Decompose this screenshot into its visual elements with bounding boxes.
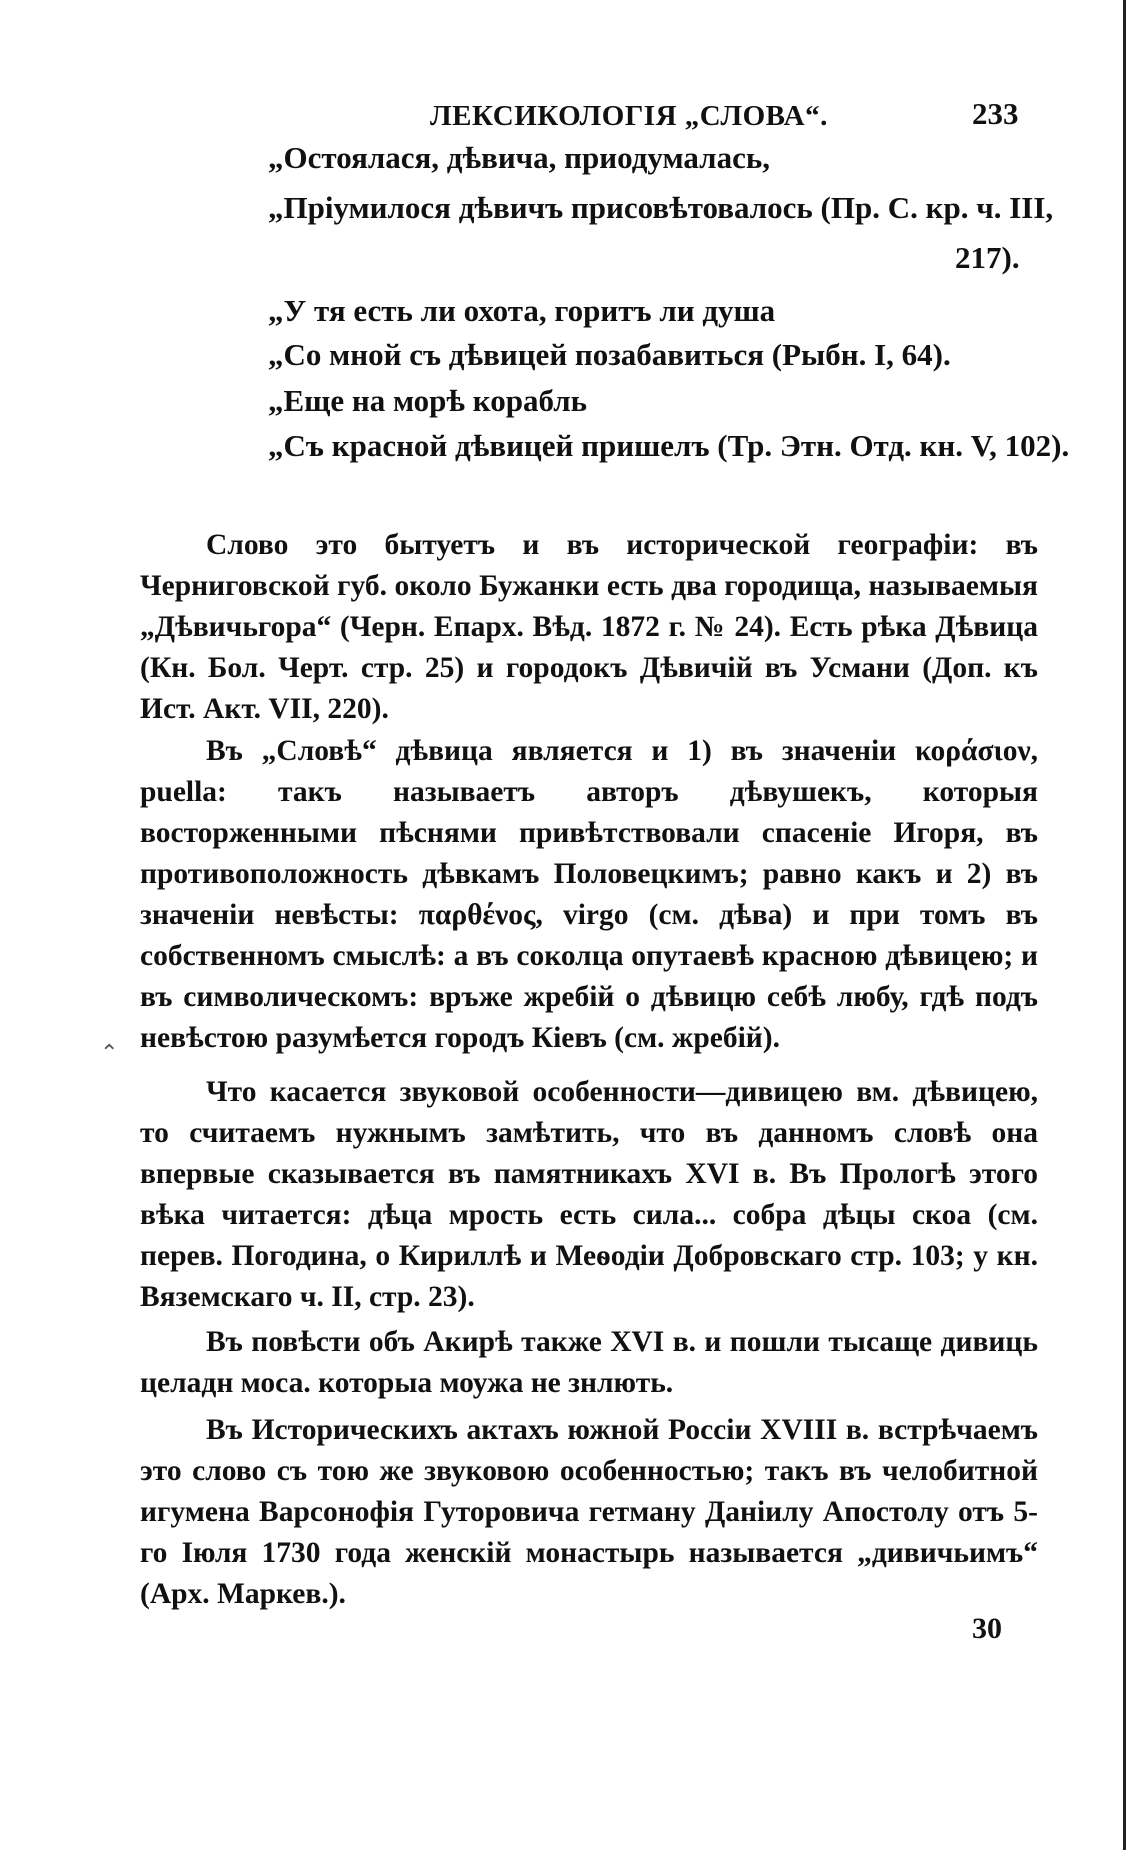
paragraph-historical-acts xyxy=(140,1410,1038,1615)
verse-reference-continuation: 217). xyxy=(955,240,1020,275)
paragraph-akir-story xyxy=(140,1322,1038,1404)
paragraph-sound-feature xyxy=(140,1072,1038,1318)
paragraph-text: Въ повѣсти объ Акирѣ также XVI в. и пошли тысаще дивиць целадн моса. которыа моужа не знлють. xyxy=(140,1326,1038,1399)
paragraph-geography xyxy=(140,525,1038,730)
verse-line: „Остоялася, дѣвича, приодумалась, xyxy=(268,140,770,175)
running-header: ЛЕКСИКОЛОГІЯ „СЛОВА“. xyxy=(430,100,828,132)
verse-line: „Съ красной дѣвицей пришелъ (Тр. Этн. Отд. кн. V, 102). xyxy=(268,428,1070,463)
page-edge-line xyxy=(1123,0,1126,1850)
verse-line: „Еще на морѣ корабль xyxy=(268,383,587,418)
paragraph-slovo-meaning xyxy=(140,731,1038,1059)
paragraph-text: Что касается звуковой особенности—дивицею вм. дѣвицею, то считаемъ нужнымъ замѣтить, что въ данномъ словѣ она впервые сказывается въ памятникахъ XVI в. Въ Прологѣ этого вѣка читается: дѣца мрость есть сила... собра дѣцы скоа (см. перев. Погодина, о Кириллѣ и Меѳодіи Добровскаго стр. 103; у кн. Вяземскаго ч. II, стр. 23). xyxy=(140,1076,1038,1313)
verse-line: „Пріумилося дѣвичъ присовѣтовалось (Пр. С. кр. ч. III, xyxy=(268,190,1054,225)
paragraph-text: Въ „Словѣ“ дѣвица является и 1) въ значеніи κοράσιον, puella: такъ называетъ авторъ дѣвушекъ, которыя восторженными пѣснями привѣтствовали спасеніе Игоря, въ противоположность дѣвкамъ Половецкимъ; равно какъ и 2) въ значеніи невѣсты: παρθένος, virgo (см. дѣва) и при томъ въ собственномъ смыслѣ: а въ соколца опутаевѣ красною дѣвицею; и въ символическомъ: връже жребій о дѣвицю себѣ любу, гдѣ подъ невѣстою разумѣется городъ Кіевъ (см. жребій). xyxy=(140,735,1038,1054)
paragraph-text: Въ Историческихъ актахъ южной Россіи XVIII в. встрѣчаемъ это слово съ тою же звуковою особенностью; такъ въ челобитной игумена Варсонофія Гуторовича гетману Даніилу Апостолу отъ 5-го Іюля 1730 года женскій монастырь называется „дивичьимъ“ (Арх. Маркев.). xyxy=(140,1414,1038,1610)
paragraph-text: Слово это бытуетъ и въ исторической географіи: въ Черниговской губ. около Бужанки есть два городища, называемыя „Дѣвичьгора“ (Черн. Епарх. Вѣд. 1872 г. № 24). Есть рѣка Дѣвица (Кн. Бол. Черт. стр. 25) и городокъ Дѣвичій въ Усмани (Доп. къ Ист. Акт. VII, 220). xyxy=(140,529,1038,725)
margin-mark-icon: ⌃ xyxy=(100,1040,119,1065)
page-number: 233 xyxy=(972,96,1019,131)
verse-line: „Со мной съ дѣвицей позабавиться (Рыбн. I, 64). xyxy=(268,337,951,372)
verse-line: „У тя есть ли охота, горитъ ли душа xyxy=(268,293,776,328)
signature-number: 30 xyxy=(972,1612,1002,1645)
